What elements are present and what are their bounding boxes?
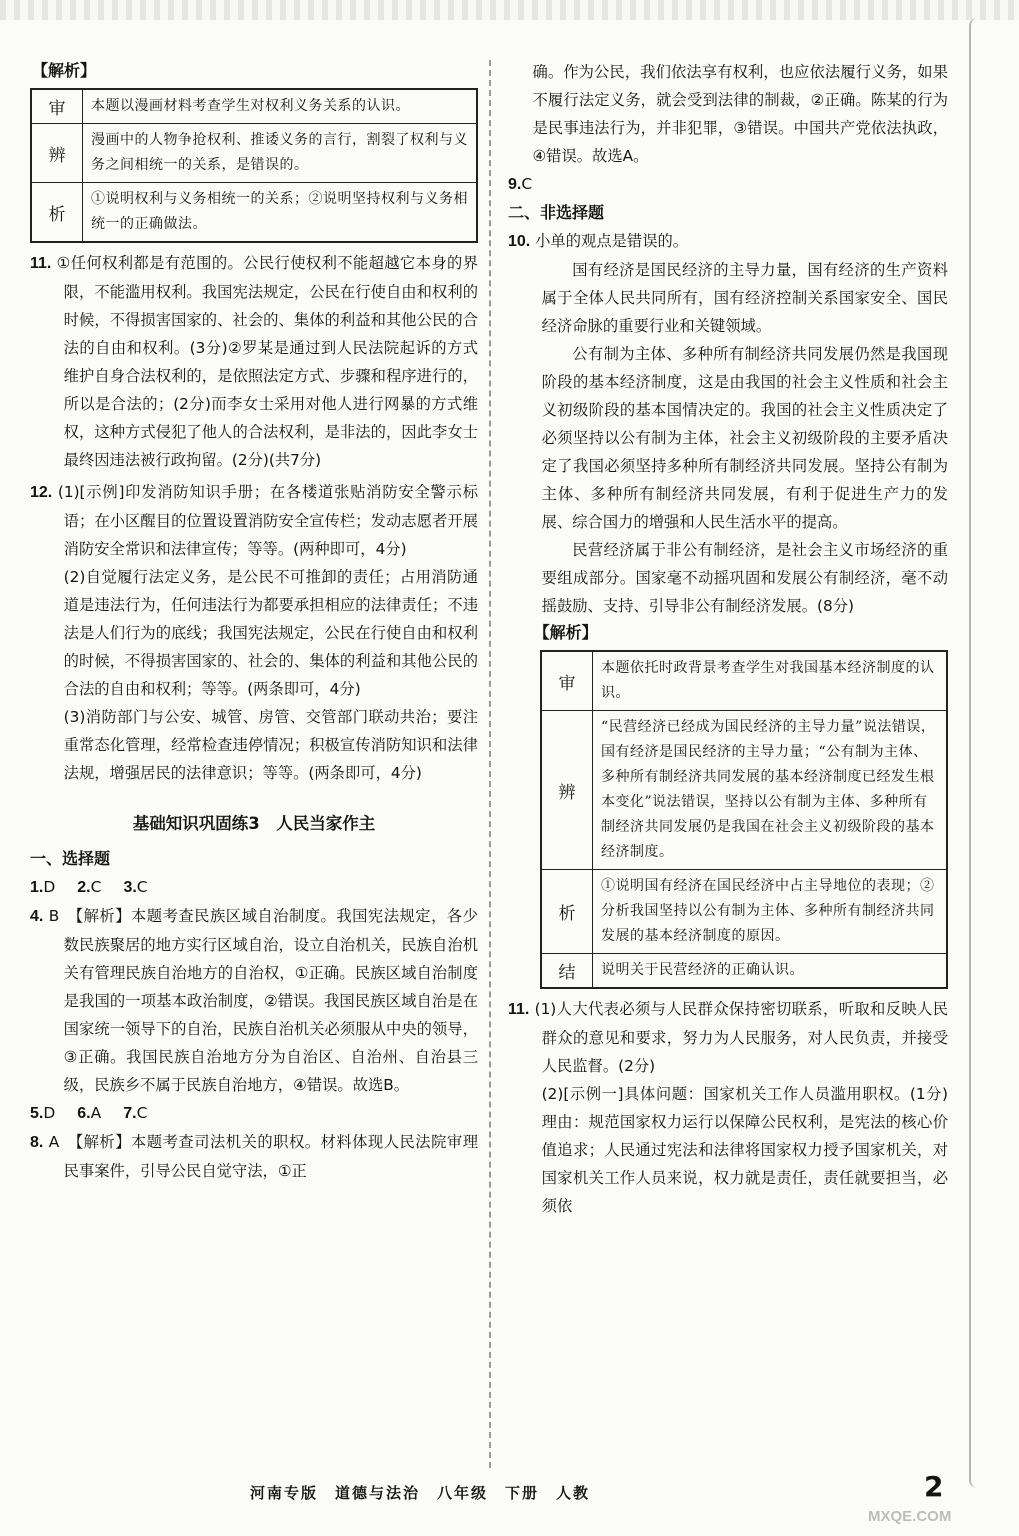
answer-text: (1)[示例]印发消防知识手册；在各楼道张贴消防安全警示标语；在小区醒目的位置设置消防安全宣传栏；发动志愿者开展消防安全常识和法律宣传；等等。(两种即可，4分)	[57, 483, 478, 558]
answer-item: 7.C	[123, 1104, 148, 1122]
analysis-text: ①说明权利与义务相统一的关系；②说明坚持权利与义务相统一的正确做法。	[83, 183, 478, 243]
section-heading: 一、选择题	[30, 849, 111, 868]
answer-row	[508, 170, 948, 199]
question-number: 8.	[30, 1134, 44, 1151]
question-number: 10.	[508, 233, 531, 250]
answer-row	[30, 873, 478, 902]
question-number: 11.	[30, 255, 52, 272]
analysis-row	[31, 124, 477, 183]
analysis-key: 析	[541, 870, 593, 954]
answer-item: 9.C	[508, 175, 533, 193]
page-right-edge	[969, 18, 1001, 1488]
analysis-row	[541, 954, 947, 989]
answer-paragraph: (2)[示例一]具体问题：国家机关工作人员滥用职权。(1分) 理由：规范国家权力运行以保障公民权利，是宪法的核心价值追求；人民通过宪法和法律将国家权力授予国家机关，对国家机关工作人员来说，权力就是责任，责任就要担当，必须依	[541, 1085, 964, 1215]
analysis-key: 析	[31, 183, 83, 243]
answer-paragraph: 公有制为主体、多种所有制经济共同发展仍然是我国现阶段的基本经济制度，这是由我国的社会主义性质和社会主义初级阶段的基本国情决定的。我国的社会主义性质决定了必须坚持以公有制为主体，社会主义初级阶段的主要矛盾决定了我国必须坚持多种所有制经济共同发展。坚持公有制为主体、多种所有制经济共同发展，有利于促进生产力的发展、综合国力的增强和人民生活水平的提高。	[541, 345, 948, 531]
answer-paragraph: (2)自觉履行法定义务，是公民不可推卸的责任；占用消防通道是违法行为，任何违法行为都要承担相应的法律责任；不违法是人们行为的底线；我国宪法规定，公民在行使自由和权利的时候，不得损害国家的、社会的、集体的利益和其他公民的合法的自由和权利；等等。(两条即可，4分)	[63, 568, 478, 698]
answer-item: 6.A	[77, 1104, 102, 1122]
analysis-text: 漫画中的人物争抢权利、推诿义务的言行，割裂了权利与义务之间相统一的关系，是错误的。	[83, 124, 478, 183]
column-divider	[489, 60, 491, 1468]
answer-text: A 【解析】本题考查司法机关的职权。材料体现人民法院审理民事案件，引导公民自觉守法，①正	[48, 1133, 478, 1180]
answer-item: 1.D	[30, 878, 56, 896]
question-11-answer	[508, 995, 948, 1080]
analysis-text: ①说明国有经济在国民经济中占主导地位的表现；②分析我国坚持以公有制为主体、多种所有制经济共同发展的基本经济制度的原因。	[593, 870, 948, 954]
analysis-key: 审	[541, 651, 593, 711]
analysis-label: 【解析】	[533, 623, 598, 642]
analysis-key: 审	[31, 89, 83, 124]
answer-item: 2.C	[77, 878, 102, 896]
analysis-text: “民营经济已经成为国民经济的主导力量”说法错误，国有经济是国民经济的主导力量；“公有制为主体、多种所有制经济共同发展的基本经济制度已经发生根本变化”说法错误，坚持以公有制为主体、多种所有制经济共同发展仍是我国在社会主义初级阶段的基本经济制度。	[593, 711, 948, 870]
analysis-table-2	[540, 650, 948, 989]
analysis-row	[31, 89, 477, 124]
answer-paragraph: 民营经济属于非公有制经济，是社会主义市场经济的重要组成部分。国家毫不动摇巩固和发展公有制经济，毫不动摇鼓励、支持、引导非公有制经济发展。(8分)	[541, 541, 948, 615]
answer-text: B 【解析】本题考查民族区域自治制度。我国宪法规定，各少数民族聚居的地方实行区域自治，设立自治机关，民族自治机关有管理民族自治地方的自治权，①正确。民族区域自治制度是我国的一项基本政治制度，②错误。我国民族区域自治是在国家统一领导下的自治，民族自治机关必须服从中央的领导，③正确。我国民族自治地方分为自治区、自治州、自治县三级，民族乡不属于民族自治地方，④错误。故选B。	[48, 907, 478, 1094]
answer-paragraph: (3)消防部门与公安、城管、房管、交管部门联动共治；要注重常态化管理，经常检查违停情况；积极宣传消防知识和法律法规，增强居民的法律意识；等等。(两条即可，4分)	[63, 708, 478, 782]
analysis-label: 【解析】	[32, 61, 97, 80]
analysis-key: 辨	[31, 124, 83, 183]
analysis-text: 说明关于民营经济的正确认识。	[593, 954, 948, 989]
answer-text: (1)人大代表必须与人民群众保持密切联系，听取和反映人民群众的意见和要求，努力为人民服务，对人民负责，并接受人民监督。(2分)	[534, 1000, 949, 1075]
answer-text: ①任何权利都是有范围的。公民行使权利不能超越它本身的界限，不能滥用权利。我国宪法规定，公民在行使自由和权利的时候，不得损害国家的、社会的、集体的利益和其他公民的合法的自由和权利。(3分)②罗某是通过到人民法院起诉的方式维护自身合法权利的，是依照法定方式、步骤和程序进行的，所以是合法的；(2分)而李女士采用对他人进行网暴的方式维权，这种方式侵犯了他人的合法权利，是非法的，因此李女士最终因违法被行政拘留。(2分)(共7分)	[56, 254, 478, 469]
section-title: 基础知识巩固练3 人民当家作主	[132, 814, 376, 833]
question-11-answer	[30, 249, 478, 474]
answer-item: 5.D	[30, 1104, 56, 1122]
question-number: 4.	[30, 908, 44, 925]
analysis-key: 辨	[541, 711, 593, 870]
analysis-table-1	[30, 88, 478, 243]
analysis-key: 结	[541, 954, 593, 989]
page-number: 2	[924, 1470, 944, 1503]
analysis-row	[541, 651, 947, 711]
section-heading: 二、非选择题	[508, 203, 605, 222]
answer-paragraph: 国有经济是国民经济的主导力量，国有经济的生产资料属于全体人民共同所有，国有经济控制关系国家安全、国民经济命脉的重要行业和关键领域。	[541, 261, 948, 335]
left-column	[30, 58, 478, 1185]
question-8-continued: 确。作为公民，我们依法享有权利，也应依法履行义务，如果不履行法定义务，就会受到法律的制裁，②正确。陈某的行为是民事违法行为，并非犯罪，③错误。中国共产党依法执政，④错误。故选A。	[532, 63, 948, 165]
answer-text: 小单的观点是错误的。	[535, 232, 689, 250]
analysis-row	[541, 711, 947, 870]
question-4-answer	[30, 902, 478, 1099]
analysis-row	[541, 870, 947, 954]
question-10-answer	[508, 227, 948, 256]
right-column	[508, 58, 964, 1220]
analysis-row	[31, 183, 477, 243]
question-number: 11.	[508, 1001, 530, 1018]
watermark-url: MXQE.COM	[868, 1508, 952, 1525]
analysis-text: 本题依托时政背景考查学生对我国基本经济制度的认识。	[593, 651, 948, 711]
page-top-edge	[0, 0, 1019, 20]
analysis-text: 本题以漫画材料考查学生对权利义务关系的认识。	[83, 89, 478, 124]
page-footer: 河南专版 道德与法治 八年级 下册 人教	[250, 1484, 591, 1502]
question-number: 12.	[30, 484, 53, 501]
question-12-answer	[30, 478, 478, 563]
answer-item: 3.C	[123, 878, 148, 896]
question-8-answer	[30, 1128, 478, 1185]
answer-row	[30, 1099, 478, 1128]
